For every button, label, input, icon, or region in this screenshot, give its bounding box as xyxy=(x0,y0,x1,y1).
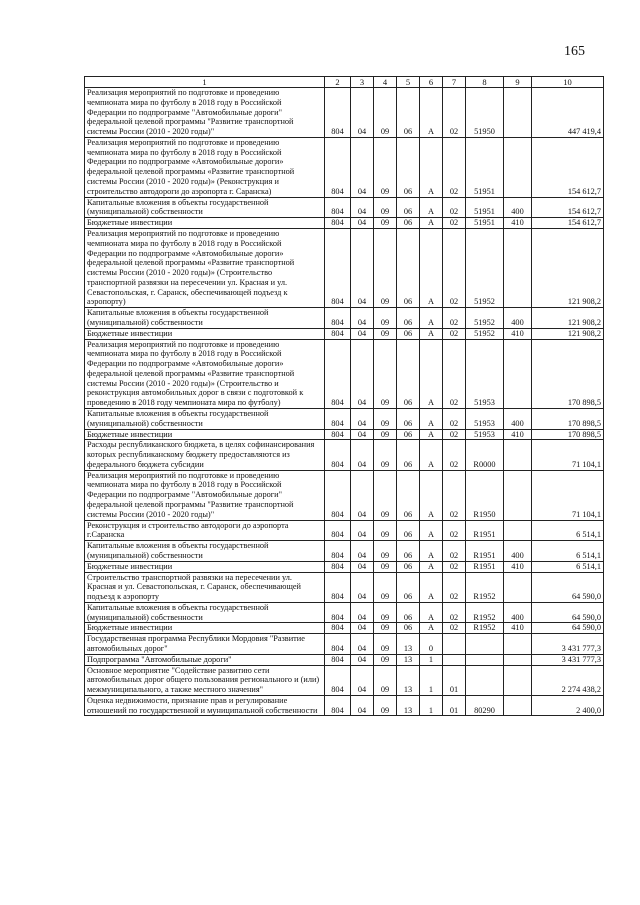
subprogram-code-cell: А xyxy=(420,623,443,634)
amount-cell: 2 274 438,2 xyxy=(532,665,604,695)
expense-type-cell: 400 xyxy=(504,409,532,430)
row-name-cell: Бюджетные инвестиции xyxy=(85,429,325,440)
section-code-cell: 04 xyxy=(351,409,374,430)
subsection-code-cell: 09 xyxy=(374,328,397,339)
program-code-cell: 06 xyxy=(397,218,420,229)
row-name-cell: Оценка недвижимости, признание прав и регулирование отношений по государственной и муниципальной собственности xyxy=(85,695,325,716)
ministry-code-cell: 804 xyxy=(325,308,351,329)
subprogram-code-cell: А xyxy=(420,409,443,430)
row-name-cell: Реконструкция и строительство автодороги до аэропорта г.Саранска xyxy=(85,520,325,541)
direction-code-cell: R1950 xyxy=(466,470,504,520)
section-code-cell: 04 xyxy=(351,88,374,138)
table-row xyxy=(85,520,604,541)
measure-code-cell: 02 xyxy=(443,470,466,520)
row-name-cell: Основное мероприятие "Содействие развитию сети автомобильных дорог общего пользования регионального и (или) межмуниципального, а также местного значения" xyxy=(85,665,325,695)
expense-type-cell xyxy=(504,339,532,408)
table-row xyxy=(85,654,604,665)
row-name-cell: Бюджетные инвестиции xyxy=(85,328,325,339)
subsection-code-cell: 09 xyxy=(374,654,397,665)
measure-code-cell: 01 xyxy=(443,695,466,716)
program-code-cell: 06 xyxy=(397,623,420,634)
header-cell: 7 xyxy=(443,77,466,88)
direction-code-cell: R1952 xyxy=(466,602,504,623)
subprogram-code-cell: 1 xyxy=(420,665,443,695)
direction-code-cell xyxy=(466,634,504,655)
expense-type-cell xyxy=(504,440,532,470)
measure-code-cell: 02 xyxy=(443,197,466,218)
amount-cell: 154 612,7 xyxy=(532,137,604,197)
subsection-code-cell: 09 xyxy=(374,339,397,408)
section-code-cell: 04 xyxy=(351,137,374,197)
table-row xyxy=(85,308,604,329)
expense-type-cell xyxy=(504,88,532,138)
subprogram-code-cell: А xyxy=(420,440,443,470)
direction-code-cell: 51951 xyxy=(466,137,504,197)
expense-type-cell xyxy=(504,572,532,602)
ministry-code-cell: 804 xyxy=(325,623,351,634)
direction-code-cell: R1952 xyxy=(466,572,504,602)
expense-type-cell xyxy=(504,634,532,655)
amount-cell: 154 612,7 xyxy=(532,197,604,218)
table-row xyxy=(85,228,604,307)
section-code-cell: 04 xyxy=(351,695,374,716)
subsection-code-cell: 09 xyxy=(374,520,397,541)
ministry-code-cell: 804 xyxy=(325,695,351,716)
table-row xyxy=(85,88,604,138)
direction-code-cell: 51953 xyxy=(466,339,504,408)
expense-type-cell: 410 xyxy=(504,218,532,229)
expense-type-cell xyxy=(504,654,532,665)
amount-cell: 170 898,5 xyxy=(532,429,604,440)
measure-code-cell: 02 xyxy=(443,429,466,440)
subprogram-code-cell: А xyxy=(420,339,443,408)
ministry-code-cell: 804 xyxy=(325,665,351,695)
program-code-cell: 06 xyxy=(397,328,420,339)
subsection-code-cell: 09 xyxy=(374,409,397,430)
amount-cell: 6 514,1 xyxy=(532,520,604,541)
program-code-cell: 13 xyxy=(397,654,420,665)
measure-code-cell xyxy=(443,634,466,655)
table-row xyxy=(85,328,604,339)
measure-code-cell: 02 xyxy=(443,218,466,229)
subprogram-code-cell: А xyxy=(420,137,443,197)
expense-type-cell xyxy=(504,520,532,541)
direction-code-cell: 80290 xyxy=(466,695,504,716)
section-code-cell: 04 xyxy=(351,665,374,695)
ministry-code-cell: 804 xyxy=(325,429,351,440)
header-cell: 10 xyxy=(532,77,604,88)
section-code-cell: 04 xyxy=(351,470,374,520)
ministry-code-cell: 804 xyxy=(325,561,351,572)
direction-code-cell: R1951 xyxy=(466,561,504,572)
section-code-cell: 04 xyxy=(351,602,374,623)
ministry-code-cell: 804 xyxy=(325,470,351,520)
subsection-code-cell: 09 xyxy=(374,470,397,520)
subprogram-code-cell: А xyxy=(420,561,443,572)
measure-code-cell: 01 xyxy=(443,665,466,695)
subsection-code-cell: 09 xyxy=(374,429,397,440)
amount-cell: 3 431 777,3 xyxy=(532,654,604,665)
measure-code-cell: 02 xyxy=(443,520,466,541)
program-code-cell: 06 xyxy=(397,602,420,623)
subprogram-code-cell: А xyxy=(420,520,443,541)
expense-type-cell: 410 xyxy=(504,561,532,572)
subsection-code-cell: 09 xyxy=(374,308,397,329)
measure-code-cell: 02 xyxy=(443,88,466,138)
row-name-cell: Подпрограмма "Автомобильные дороги" xyxy=(85,654,325,665)
row-name-cell: Бюджетные инвестиции xyxy=(85,623,325,634)
measure-code-cell: 02 xyxy=(443,623,466,634)
row-name-cell: Капитальные вложения в объекты государственной (муниципальной) собственности xyxy=(85,308,325,329)
direction-code-cell: 51951 xyxy=(466,197,504,218)
section-code-cell: 04 xyxy=(351,634,374,655)
subprogram-code-cell: А xyxy=(420,429,443,440)
subprogram-code-cell: А xyxy=(420,218,443,229)
program-code-cell: 13 xyxy=(397,634,420,655)
table-row xyxy=(85,137,604,197)
amount-cell: 121 908,2 xyxy=(532,228,604,307)
amount-cell: 170 898,5 xyxy=(532,339,604,408)
header-cell: 4 xyxy=(374,77,397,88)
expense-type-cell: 400 xyxy=(504,197,532,218)
measure-code-cell: 02 xyxy=(443,561,466,572)
subsection-code-cell: 09 xyxy=(374,572,397,602)
subprogram-code-cell: А xyxy=(420,228,443,307)
ministry-code-cell: 804 xyxy=(325,228,351,307)
row-name-cell: Реализация мероприятий по подготовке и проведению чемпионата мира по футболу в 2018 году в Российской Федерации по подпрограмме «Автомобильные дороги» федеральной целевой программы «Развитие транспортной системы России (2010 - 2020 годы)» (Строительство транспортной развязки на пересечении ул. Красная и ул. Севастопольская, г. Саранск, обеспечивающей подъезд к аэропорту) xyxy=(85,228,325,307)
subprogram-code-cell: 0 xyxy=(420,634,443,655)
direction-code-cell: 51952 xyxy=(466,308,504,329)
program-code-cell: 06 xyxy=(397,197,420,218)
table-row xyxy=(85,623,604,634)
expense-type-cell: 400 xyxy=(504,308,532,329)
expense-type-cell: 410 xyxy=(504,328,532,339)
header-cell: 3 xyxy=(351,77,374,88)
ministry-code-cell: 804 xyxy=(325,572,351,602)
subprogram-code-cell: А xyxy=(420,88,443,138)
subsection-code-cell: 09 xyxy=(374,88,397,138)
subsection-code-cell: 09 xyxy=(374,602,397,623)
page-number: 165 xyxy=(564,44,585,59)
program-code-cell: 06 xyxy=(397,88,420,138)
ministry-code-cell: 804 xyxy=(325,654,351,665)
measure-code-cell: 02 xyxy=(443,328,466,339)
table-row xyxy=(85,572,604,602)
row-name-cell: Реализация мероприятий по подготовке и проведению чемпионата мира по футболу в 2018 году в Российской Федерации по подпрограмме «Автомобильные дороги» федеральной целевой программы «Развитие транспортной системы России (2010 - 2020 годы)» (Строительство и реконструкция автомобильных дорог в связи с подготовкой к проведению в 2018 году чемпионата мира по футболу) xyxy=(85,339,325,408)
subsection-code-cell: 09 xyxy=(374,197,397,218)
expense-type-cell xyxy=(504,695,532,716)
subprogram-code-cell: А xyxy=(420,541,443,562)
section-code-cell: 04 xyxy=(351,328,374,339)
table-row xyxy=(85,695,604,716)
section-code-cell: 04 xyxy=(351,197,374,218)
subsection-code-cell: 09 xyxy=(374,440,397,470)
table-row xyxy=(85,440,604,470)
amount-cell: 64 590,0 xyxy=(532,623,604,634)
ministry-code-cell: 804 xyxy=(325,520,351,541)
section-code-cell: 04 xyxy=(351,623,374,634)
header-cell: 8 xyxy=(466,77,504,88)
header-cell: 6 xyxy=(420,77,443,88)
subsection-code-cell: 09 xyxy=(374,634,397,655)
amount-cell: 154 612,7 xyxy=(532,218,604,229)
table-row xyxy=(85,339,604,408)
expense-type-cell xyxy=(504,470,532,520)
subsection-code-cell: 09 xyxy=(374,665,397,695)
section-code-cell: 04 xyxy=(351,541,374,562)
ministry-code-cell: 804 xyxy=(325,602,351,623)
budget-table xyxy=(84,76,604,716)
amount-cell: 170 898,5 xyxy=(532,409,604,430)
header-cell: 1 xyxy=(85,77,325,88)
subsection-code-cell: 09 xyxy=(374,695,397,716)
measure-code-cell: 02 xyxy=(443,572,466,602)
table-row xyxy=(85,429,604,440)
section-code-cell: 04 xyxy=(351,654,374,665)
subsection-code-cell: 09 xyxy=(374,137,397,197)
direction-code-cell: R0000 xyxy=(466,440,504,470)
amount-cell: 2 400,0 xyxy=(532,695,604,716)
row-name-cell: Реализация мероприятий по подготовке и проведению чемпионата мира по футболу в 2018 году в Российской Федерации по подпрограмме «Автомобильные дороги» федеральной целевой программы «Развитие транспортной системы России (2010 - 2020 годы)» (Реконструкция и строительство автодороги до аэропорта г. Саранска) xyxy=(85,137,325,197)
subprogram-code-cell: А xyxy=(420,328,443,339)
section-code-cell: 04 xyxy=(351,520,374,541)
expense-type-cell: 400 xyxy=(504,602,532,623)
ministry-code-cell: 804 xyxy=(325,634,351,655)
program-code-cell: 06 xyxy=(397,137,420,197)
section-code-cell: 04 xyxy=(351,308,374,329)
row-name-cell: Капитальные вложения в объекты государственной (муниципальной) собственности xyxy=(85,197,325,218)
row-name-cell: Бюджетные инвестиции xyxy=(85,561,325,572)
program-code-cell: 06 xyxy=(397,339,420,408)
ministry-code-cell: 804 xyxy=(325,218,351,229)
header-cell: 2 xyxy=(325,77,351,88)
program-code-cell: 06 xyxy=(397,561,420,572)
table-row xyxy=(85,470,604,520)
program-code-cell: 13 xyxy=(397,695,420,716)
table-row xyxy=(85,561,604,572)
table-row xyxy=(85,541,604,562)
ministry-code-cell: 804 xyxy=(325,328,351,339)
program-code-cell: 06 xyxy=(397,572,420,602)
section-code-cell: 04 xyxy=(351,228,374,307)
direction-code-cell: 51953 xyxy=(466,409,504,430)
ministry-code-cell: 804 xyxy=(325,88,351,138)
ministry-code-cell: 804 xyxy=(325,137,351,197)
measure-code-cell: 02 xyxy=(443,541,466,562)
subprogram-code-cell: А xyxy=(420,470,443,520)
program-code-cell: 06 xyxy=(397,520,420,541)
subprogram-code-cell: 1 xyxy=(420,695,443,716)
direction-code-cell: 51953 xyxy=(466,429,504,440)
subprogram-code-cell: А xyxy=(420,572,443,602)
measure-code-cell: 02 xyxy=(443,409,466,430)
measure-code-cell xyxy=(443,654,466,665)
program-code-cell: 06 xyxy=(397,429,420,440)
amount-cell: 6 514,1 xyxy=(532,561,604,572)
amount-cell: 121 908,2 xyxy=(532,308,604,329)
amount-cell: 121 908,2 xyxy=(532,328,604,339)
direction-code-cell: 51950 xyxy=(466,88,504,138)
program-code-cell: 13 xyxy=(397,665,420,695)
program-code-cell: 06 xyxy=(397,409,420,430)
amount-cell: 71 104,1 xyxy=(532,470,604,520)
table-row xyxy=(85,218,604,229)
section-code-cell: 04 xyxy=(351,218,374,229)
row-name-cell: Государственная программа Республики Мордовия "Развитие автомобильных дорог" xyxy=(85,634,325,655)
ministry-code-cell: 804 xyxy=(325,541,351,562)
subsection-code-cell: 09 xyxy=(374,623,397,634)
table-row xyxy=(85,665,604,695)
amount-cell: 64 590,0 xyxy=(532,602,604,623)
subprogram-code-cell: А xyxy=(420,602,443,623)
direction-code-cell: R1952 xyxy=(466,623,504,634)
program-code-cell: 06 xyxy=(397,308,420,329)
table-row xyxy=(85,197,604,218)
table-header-row xyxy=(85,77,604,88)
expense-type-cell xyxy=(504,137,532,197)
row-name-cell: Строительство транспортной развязки на пересечении ул. Красная и ул. Севастопольская, г. Саранск, обеспечивающей подъезд к аэропорту xyxy=(85,572,325,602)
row-name-cell: Реализация мероприятий по подготовке и проведению чемпионата мира по футболу в 2018 году в Российской Федерации по подпрограмме "Автомобильные дороги" федеральной целевой программы "Развитие транспортной системы России (2010 - 2020 годы)" xyxy=(85,88,325,138)
header-cell: 5 xyxy=(397,77,420,88)
measure-code-cell: 02 xyxy=(443,440,466,470)
program-code-cell: 06 xyxy=(397,541,420,562)
row-name-cell: Бюджетные инвестиции xyxy=(85,218,325,229)
table-row xyxy=(85,602,604,623)
section-code-cell: 04 xyxy=(351,561,374,572)
subprogram-code-cell: А xyxy=(420,308,443,329)
measure-code-cell: 02 xyxy=(443,308,466,329)
row-name-cell: Капитальные вложения в объекты государственной (муниципальной) собственности xyxy=(85,541,325,562)
subsection-code-cell: 09 xyxy=(374,541,397,562)
section-code-cell: 04 xyxy=(351,429,374,440)
table-row xyxy=(85,634,604,655)
direction-code-cell xyxy=(466,654,504,665)
section-code-cell: 04 xyxy=(351,572,374,602)
measure-code-cell: 02 xyxy=(443,228,466,307)
program-code-cell: 06 xyxy=(397,228,420,307)
direction-code-cell xyxy=(466,665,504,695)
measure-code-cell: 02 xyxy=(443,602,466,623)
subsection-code-cell: 09 xyxy=(374,228,397,307)
program-code-cell: 06 xyxy=(397,440,420,470)
expense-type-cell: 410 xyxy=(504,429,532,440)
amount-cell: 71 104,1 xyxy=(532,440,604,470)
amount-cell: 64 590,0 xyxy=(532,572,604,602)
subprogram-code-cell: 1 xyxy=(420,654,443,665)
measure-code-cell: 02 xyxy=(443,339,466,408)
expense-type-cell xyxy=(504,228,532,307)
ministry-code-cell: 804 xyxy=(325,440,351,470)
section-code-cell: 04 xyxy=(351,339,374,408)
ministry-code-cell: 804 xyxy=(325,197,351,218)
amount-cell: 447 419,4 xyxy=(532,88,604,138)
amount-cell: 3 431 777,3 xyxy=(532,634,604,655)
direction-code-cell: 51951 xyxy=(466,218,504,229)
table-row xyxy=(85,409,604,430)
subprogram-code-cell: А xyxy=(420,197,443,218)
ministry-code-cell: 804 xyxy=(325,339,351,408)
row-name-cell: Расходы республиканского бюджета, в целях софинансирования которых республиканскому бюджету предоставляются из федерального бюджета субсидии xyxy=(85,440,325,470)
section-code-cell: 04 xyxy=(351,440,374,470)
direction-code-cell: R1951 xyxy=(466,520,504,541)
row-name-cell: Капитальные вложения в объекты государственной (муниципальной) собственности xyxy=(85,409,325,430)
header-cell: 9 xyxy=(504,77,532,88)
direction-code-cell: 51952 xyxy=(466,328,504,339)
subsection-code-cell: 09 xyxy=(374,561,397,572)
expense-type-cell: 400 xyxy=(504,541,532,562)
measure-code-cell: 02 xyxy=(443,137,466,197)
direction-code-cell: 51952 xyxy=(466,228,504,307)
row-name-cell: Капитальные вложения в объекты государственной (муниципальной) собственности xyxy=(85,602,325,623)
expense-type-cell xyxy=(504,665,532,695)
amount-cell: 6 514,1 xyxy=(532,541,604,562)
subsection-code-cell: 09 xyxy=(374,218,397,229)
program-code-cell: 06 xyxy=(397,470,420,520)
row-name-cell: Реализация мероприятий по подготовке и проведению чемпионата мира по футболу в 2018 году в Российской Федерации по подпрограмме "Автомобильные дороги" федеральной целевой программы "Развитие транспортной системы России (2010 - 2020 годы)" xyxy=(85,470,325,520)
ministry-code-cell: 804 xyxy=(325,409,351,430)
expense-type-cell: 410 xyxy=(504,623,532,634)
direction-code-cell: R1951 xyxy=(466,541,504,562)
